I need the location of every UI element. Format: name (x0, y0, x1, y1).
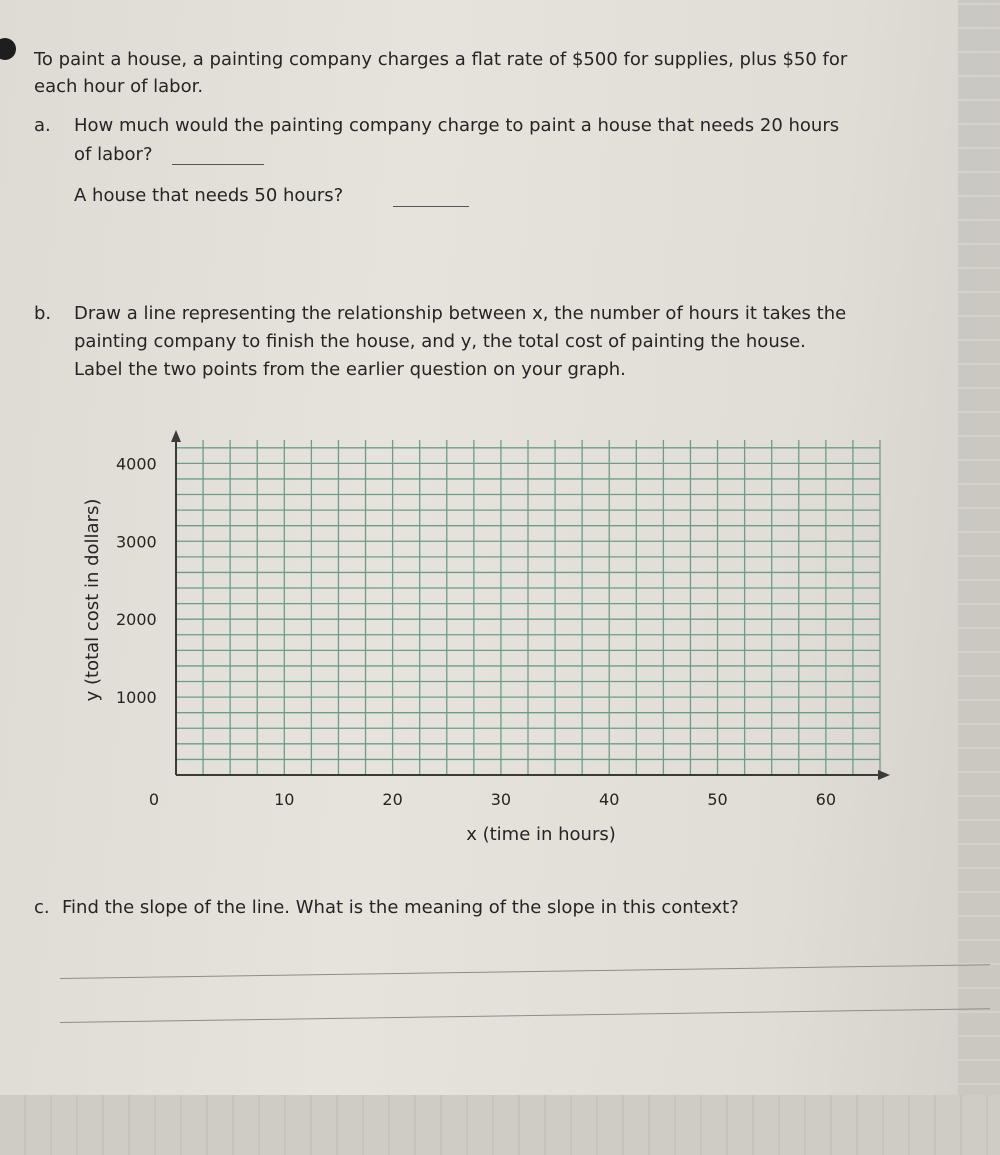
part-b-instruction-line-3: Label the two points from the earlier question on your graph. (74, 359, 626, 380)
y-axis-arrowhead (171, 430, 181, 442)
intro-line-1: To paint a house, a painting company charges a flat rate of $500 for supplies, plus $50 for (34, 49, 848, 70)
part-a-question-line-1: How much would the painting company charge to paint a house that needs 20 hours (74, 115, 840, 136)
x-tick-label: 20 (382, 790, 403, 809)
intro-line-2: each hour of labor. (34, 76, 204, 97)
tick-labels (116, 454, 836, 809)
part-b-instruction-line-2: painting company to finish the house, and y, the total cost of painting the house. (74, 331, 806, 352)
x-tick-label: 50 (707, 790, 728, 809)
part-c-question: Find the slope of the line. What is the meaning of the slope in this context? (62, 897, 739, 918)
part-b-instruction-line-1: Draw a line representing the relationship between x, the number of hours it takes the (74, 303, 847, 324)
part-b-marker: b. (34, 303, 52, 324)
y-tick-label: 1000 (116, 688, 157, 708)
x-axis-label: x (time in hours) (466, 824, 616, 845)
y-tick-label: 4000 (116, 454, 157, 474)
part-a-marker: a. (34, 115, 51, 136)
part-c-marker: c. (34, 897, 50, 918)
y-axis-label: y (total cost in dollars) (82, 498, 103, 702)
x-axis-arrowhead (878, 770, 890, 780)
x-tick-label: 0 (148, 790, 160, 809)
x-tick-label: 40 (599, 790, 620, 809)
y-tick-label: 2000 (116, 610, 157, 630)
x-tick-label: 60 (815, 790, 837, 809)
axes (171, 430, 890, 780)
y-tick-label: 3000 (116, 532, 157, 552)
x-tick-label: 30 (490, 790, 512, 809)
x-tick-label: 10 (274, 790, 295, 809)
grid-lines (176, 440, 880, 775)
part-a-question-line-3: A house that needs 50 hours? (74, 185, 344, 206)
part-a-question-line-2: of labor? (74, 144, 153, 165)
